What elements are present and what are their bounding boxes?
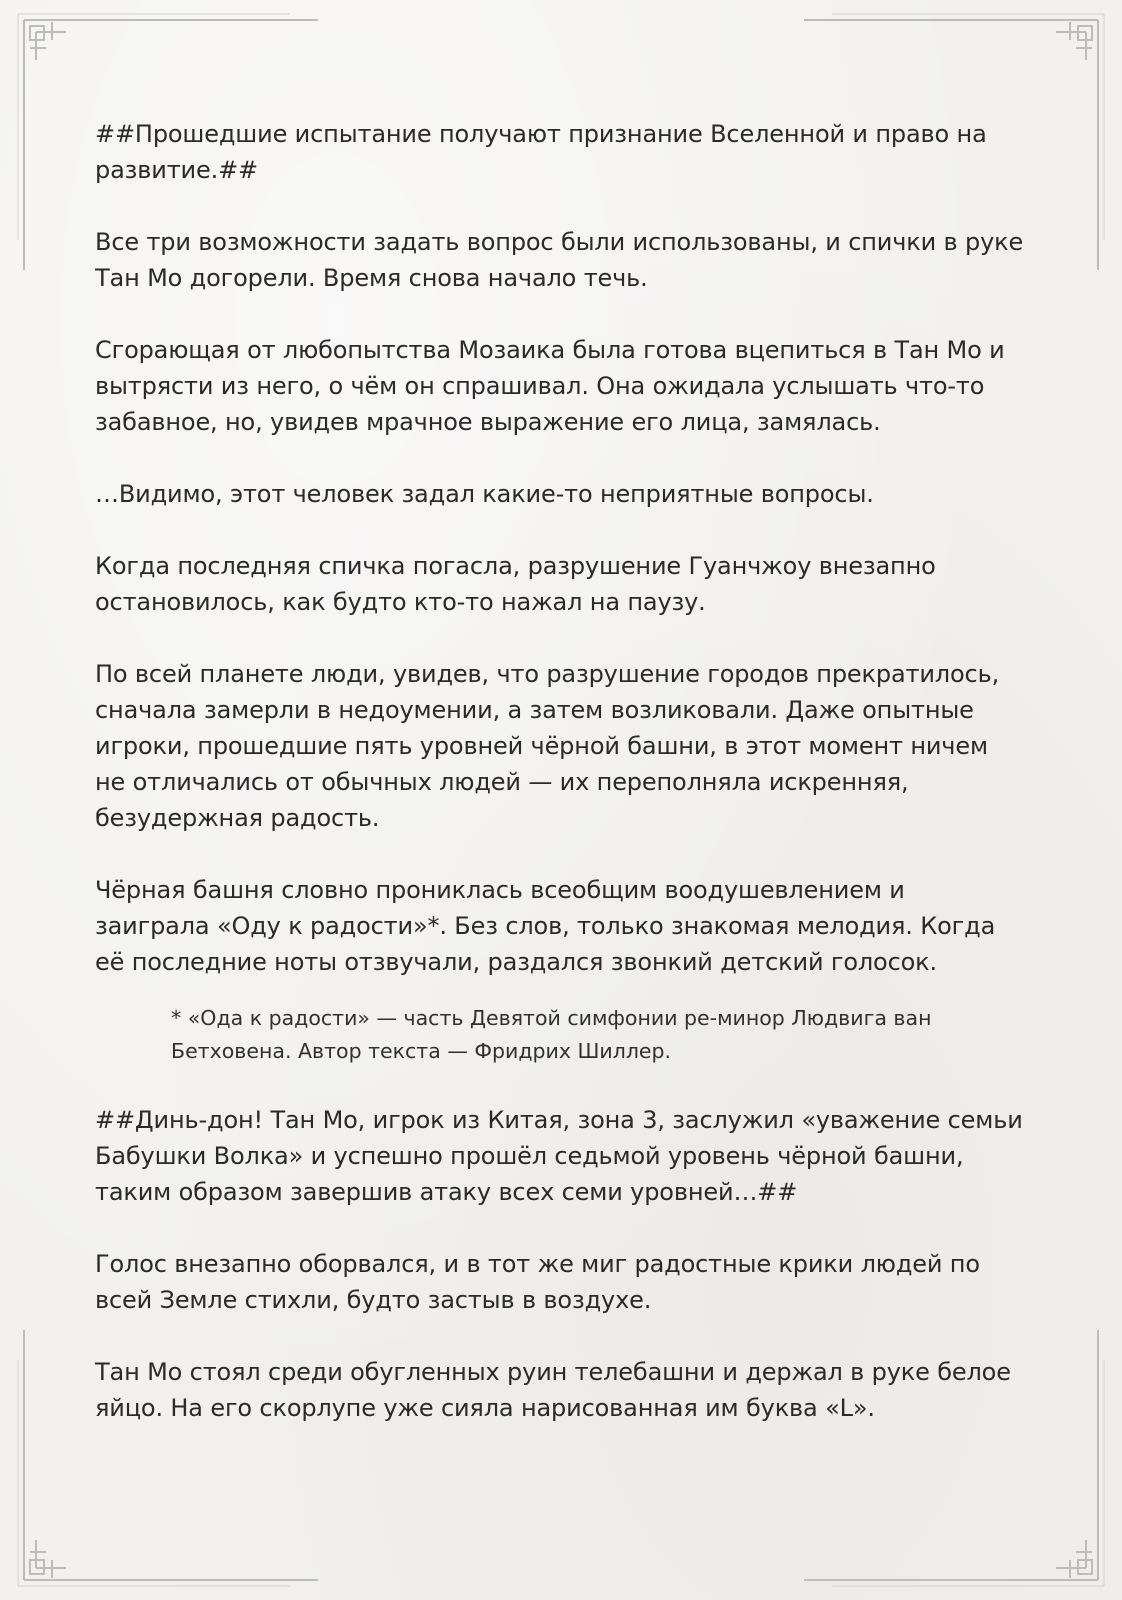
paragraph-8: ##Динь-дон! Тан Мо, игрок из Китая, зона 3, заслужил «уважение семьи Бабушки Волка» и успешно прошёл седьмой уровень чёрной башни, таким образом завершив атаку всех семи уровней…## (95, 1106, 1023, 1206)
paragraph-6: По всей планете люди, увидев, что разрушение городов прекратилось, сначала замерли в недоумении, а затем возликовали. Даже опытные игроки, прошедшие пять уровней чёрной башни, в этот момент ничем не отличались от обычных людей — их переполняла искренняя, безудержная радость. (95, 660, 1000, 832)
paragraph-9: Голос внезапно оборвался, и в тот же миг радостные крики людей по всей Земле стихли, будто застыв в воздухе. (95, 1250, 980, 1314)
paragraph-2: Все три возможности задать вопрос были использованы, и спички в руке Тан Мо догорели. Время снова начало течь. (95, 228, 1024, 292)
paragraph-1: ##Прошедшие испытание получают признание Вселенной и право на развитие.## (95, 120, 987, 184)
paragraph-4: …Видимо, этот человек задал какие-то неприятные вопросы. (95, 480, 874, 508)
document-body (95, 116, 1025, 1462)
paragraph-10: Тан Мо стоял среди обугленных руин телебашни и держал в руке белое яйцо. На его скорлупе уже сияла нарисованная им буква «L». (95, 1358, 1011, 1422)
paragraph-3: Сгорающая от любопытства Мозаика была готова вцепиться в Тан Мо и вытрясти из него, о чём он спрашивал. Она ожидала услышать что-то забавное, но, увидев мрачное выражение его лица, замялась. (95, 336, 1005, 436)
paragraph-7: Чёрная башня словно прониклась всеобщим воодушевлением и заиграла «Оду к радости»*. Без слов, только знакомая мелодия. Когда её последние ноты отзвучали, раздался звонкий детский голосок. (95, 876, 996, 976)
paragraph-5: Когда последняя спичка погасла, разрушение Гуанчжоу внезапно остановилось, как будто кто-то нажал на паузу. (95, 552, 936, 616)
footnote: * «Ода к радости» — часть Девятой симфонии ре-минор Людвига ван Бетховена. Автор текста — Фридрих Шиллер. (171, 1006, 932, 1063)
